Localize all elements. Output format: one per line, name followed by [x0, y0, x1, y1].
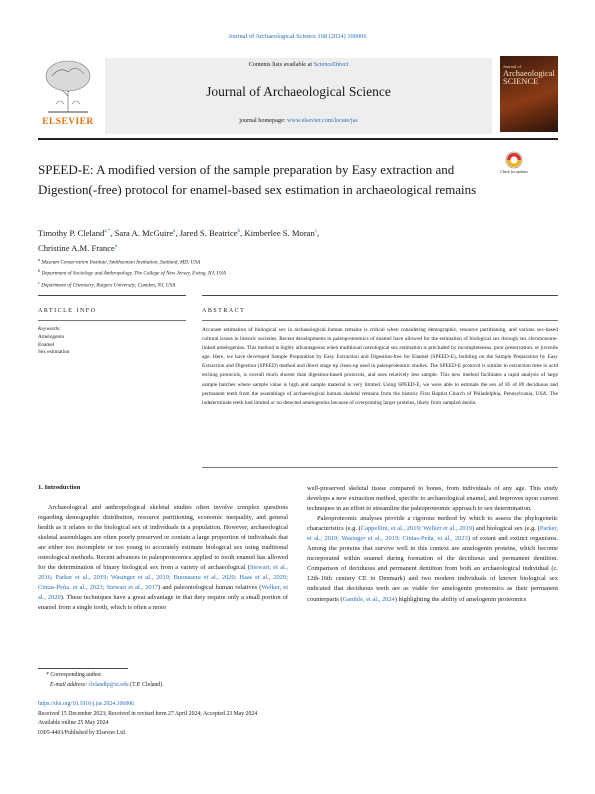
affiliation: $^a$ Museum Conservation Institute, Smithsonian Institution, Suitland, MD, USA — [38, 257, 201, 266]
homepage-line — [105, 117, 492, 124]
author[interactable]: Jared S. Beatrice$^b$ — [179, 227, 241, 238]
author[interactable]: Sara A. McGuire$^a$ — [114, 227, 176, 238]
cover-title-line2: Archaeological SCIENCE — [503, 68, 555, 86]
abstract-end-rule — [202, 467, 558, 468]
doi-link[interactable]: https://doi.org/10.1016/j.jas.2024.106006 — [38, 701, 135, 707]
contents-prefix: Contents lists available at — [248, 61, 314, 68]
article-info-subrule — [38, 320, 186, 321]
abstract-subrule — [202, 320, 558, 321]
keywords-block — [38, 326, 178, 357]
check-updates-label: Check for updates — [500, 170, 528, 174]
article-info-rule — [38, 295, 186, 296]
section-heading-introduction: 1. Introduction — [38, 484, 81, 491]
citation-link[interactable]: Parker, et al., 2019; Wasinger et al., 2019; Cintas-Peña, et al., 2023 — [307, 525, 558, 543]
paragraph: well-preserved skeletal tissue compared to bones, from individuals of any age. This study develops a new extraction method, specific to archaeological enamel, and improves upon current techniques in an effort to streamline the paleoproteomic approach to sex determination. — [307, 485, 558, 513]
keyword: Sex estimation — [38, 349, 70, 356]
footnotes — [38, 671, 338, 690]
article-title: SPEED-E: A modified version of the sample preparation by Easy extraction and Digestion(-free) protocol for enamel-based sex estimation in archaeological remains — [38, 162, 477, 197]
homepage-link[interactable]: www.elsevier.com/locate/jas — [287, 117, 358, 124]
keywords-label: Keywords: — [38, 326, 61, 332]
abstract-rule — [202, 295, 558, 296]
publication-info — [38, 700, 438, 738]
article-info-heading: ARTICLE INFO — [38, 308, 97, 314]
contents-line — [105, 61, 492, 68]
homepage-prefix: journal homepage: — [239, 117, 288, 124]
running-head[interactable]: Journal of Archaeological Science 168 (2024) 106006 — [228, 33, 367, 40]
author[interactable]: Kimberlee S. Moran$^c$ — [244, 227, 318, 238]
paragraph: Paleoproteomic analyses provide a rigorous method by which to assess the phylogenetic characteristics (e.g. (Cappellini, et al., 2019; Welker et al., 2019) and biological sex (e.g. (Parker, et al., 2019; Wasinger et al., 2019; Cintas-Peña, et al., 2023) of extant and extinct organisms. Among the proteins that survive well in this context are amelogenin proteins, which become incorporated within enamel during formation of the deciduous and permanent dentition. Comparison of deciduous and permanent dentition from both an archaeological individual (c. 12th-16th century CE in Denmark) and two modern individuals of known biological sex indicated that deciduous teeth are as viable for amelogenin proteomics as their permanent counterparts (Gamble, et al., 2024) highlighting the ability of amelogenin proteomics — [307, 515, 558, 603]
footnote-rule — [38, 668, 128, 669]
abstract-heading: ABSTRACT — [202, 308, 246, 314]
journal-name: Journal of Archaeological Science — [206, 84, 391, 99]
author[interactable]: Timothy P. Cleland$^{a,*}$ — [38, 227, 111, 238]
paragraph: Archaeological and anthropological skeletal studies often involve complex questions regarding demographic distribution, resource partitioning, economic inequality, and general health as it relates to the biological sex of individuals in a population. However, archaeological skeletal assemblages are often poorly preserved or contain a large proportion of individuals that are either too incomplete or too young to accurately estimate biological sex using traditional osteological methods. Recent advances in paleoproteomics applied to tooth enamel has allowed for the determination of binary biological sex from a variety of archaeological (Stewart, et al., 2016; Parker et al., 2019; Wasinger et al., 2019; Buonasera et al., 2020; Haas et al., 2020; Cintas-Peña, et al., 2023; Stewart et al., 2017) and paleontological human relatives (Welker, et al., 2020). These techniques have a great advantage in that they require only a small portion of enamel from a single tooth, which is often a more — [38, 504, 288, 612]
cover-title-line1: Journal of — [503, 64, 522, 69]
email-link[interactable]: clelandtp@si.edu — [88, 681, 129, 688]
citation-link[interactable]: Cappellini, et al., 2019; Welker et al., 2019 — [360, 525, 472, 533]
keyword: Amelogenin — [38, 333, 65, 340]
email-note: E-mail address: clelandtp@si.edu (T.P. Cleland). — [50, 681, 164, 688]
author-list: Timothy P. Cleland$^{a,*}$, Sara A. McGuire$^a$, Jared S. Beatrice$^b$, Kimberlee S. Moran$^c$, Christine A.M. France$^a$ — [38, 227, 320, 253]
publisher-wordmark: ELSEVIER — [42, 117, 94, 127]
corresponding-note: * Corresponding author. — [46, 672, 103, 678]
author[interactable]: Christine A.M. France$^a$ — [38, 242, 118, 253]
received-dates: Received 15 December 2023; Received in revised form 27 April 2024; Accepted 23 May 2024 — [38, 710, 258, 717]
citation-link[interactable]: Welker, et al., 2020 — [38, 584, 288, 602]
citation-link[interactable]: Gamble, et al., 2024 — [342, 595, 395, 603]
body-column-left — [38, 503, 288, 614]
affiliations — [38, 256, 558, 290]
abstract-text: Accurate estimation of biological sex in archaeological human remains is critical when considering demographic, resource partitioning, and various sex-based cultural issues in historic societies. Recent developments in paleoproteomics of enamel have allowed for the estimation of biological sex through sex chromosome-linked amelogenins. This method is highly advantageous when traditional osteological sex estimation is precluded by incompleteness, poor preservation, or juvenile age. Here, we have developed Sample Preparation by Easy Extraction and Digestion-free for Enamel (SPEED-E), building on the Sample Preparation by Easy Extraction and Digestion (SPEED) method and direct stage tip clean-up used in paleoproteomic studies. The SPEED-E protocol is similar in extraction time to acid etching protocols, is overall much shorter than digestion-based protocols, and uses relatively less sample. This new method facilitates a rapid analysis of large sample batches where sample value is high and sample material is very limited. Using SPEED-E, we were able to estimate the sex of 85 of 89 deciduous and permanent teeth from the assemblage of archaeological human skeletal remains from the historic First Baptist Church of Philadelphia, Pennsylvania, USA. The indeterminate teeth had limited or no detected amelogenins because of overprinting larger proteins, likely from sampled dentin. — [202, 327, 558, 406]
copyright-line: 0305-4403/Published by Elsevier Ltd. — [38, 729, 127, 736]
sciencedirect-link[interactable]: ScienceDirect — [313, 61, 349, 68]
citation-link[interactable]: Stewart, et al., 2016; Parker et al., 2019; Wasinger et al., 2019; Buonasera et al., 2020; Haas et al., 2020; Cintas-Peña, et al., 2023; Stewart et al., 2017 — [38, 564, 288, 592]
header-rule — [38, 138, 558, 140]
keyword: Enamel — [38, 341, 55, 348]
available-online: Available online 25 May 2024 — [38, 720, 109, 727]
body-column-right — [307, 484, 558, 605]
affiliation: $^b$ Department of Sociology and Anthropology, The College of New Jersey, Ewing, NJ, USA — [38, 268, 226, 278]
affiliation: $^c$ Department of Chemistry, Rutgers University, Camden, NJ, USA — [38, 279, 176, 289]
